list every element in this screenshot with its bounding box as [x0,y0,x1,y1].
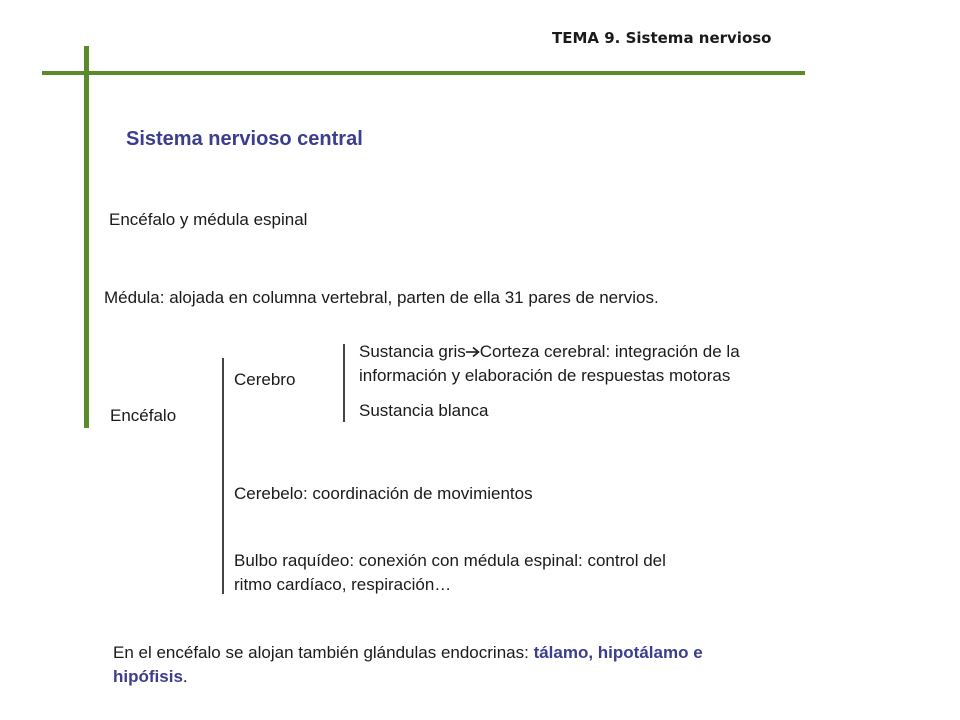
medula-text: Médula: alojada en columna vertebral, parten de ella 31 pares de nervios. [104,288,659,307]
footer-line2 [113,665,188,689]
bulbo-line1: Bulbo raquídeo: conexión con médula espinal: control del [234,551,666,570]
footer-highlight-2: hipófisis [113,667,183,686]
footer-prefix: En el encéfalo se alojan también glándulas endocrinas: [113,643,534,662]
right-arrow-icon [466,340,480,364]
footer-suffix: . [182,667,188,686]
encefalo-brace [222,358,224,594]
sustancia-gris-line1 [359,340,740,364]
cerebro-label: Cerebro [234,370,296,389]
footer-highlight-1: tálamo, hipotálamo e [533,643,703,662]
section-title: Sistema nervioso central [126,128,363,150]
header-rule-vertical [84,46,89,428]
sustancia-gris-definition: Corteza cerebral: integración de la [479,342,740,361]
sustancia-blanca: Sustancia blanca [359,401,489,420]
bulbo-line2: ritmo cardíaco, respiración… [234,575,452,594]
cerebro-brace [343,344,345,422]
header-rule-horizontal [42,71,805,75]
footer-line1 [113,641,703,665]
encefalo-label: Encéfalo [110,406,177,425]
slide-header-title: TEMA 9. Sistema nervioso [552,29,772,47]
sustancia-gris-term: Sustancia gris [359,342,466,361]
intro-text: Encéfalo y médula espinal [109,210,308,229]
sustancia-gris-line2: información y elaboración de respuestas motoras [359,366,731,385]
cerebelo-text: Cerebelo: coordinación de movimientos [234,484,533,503]
